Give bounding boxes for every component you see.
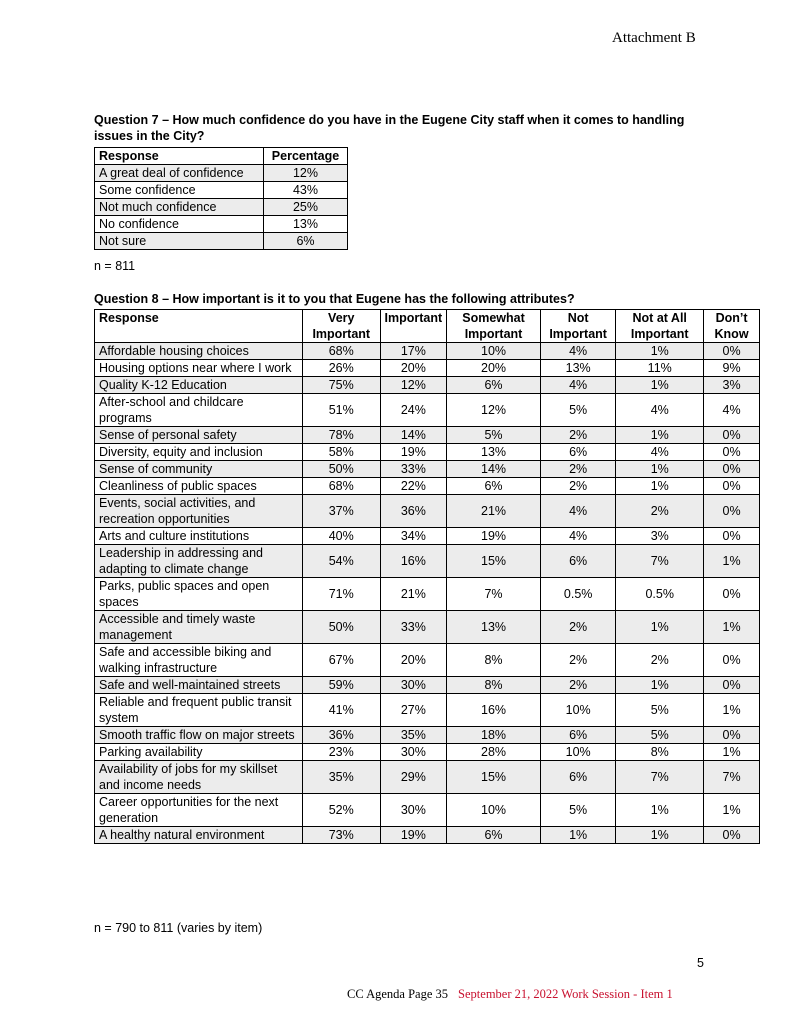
attribute-label-cell: Events, social activities, and recreation opportunities: [95, 495, 303, 528]
percentage-cell: 12%: [264, 165, 348, 182]
percentage-cell: 6%: [540, 727, 615, 744]
footer-agenda-page: CC Agenda Page 35: [347, 987, 449, 1001]
response-cell: A great deal of confidence: [95, 165, 264, 182]
percentage-cell: 15%: [447, 545, 541, 578]
table-row: [95, 794, 760, 827]
column-header-dont-know: Don’t Know: [704, 310, 760, 343]
percentage-cell: 14%: [447, 461, 541, 478]
percentage-cell: 52%: [303, 794, 381, 827]
table-row: [95, 744, 760, 761]
percentage-cell: 13%: [447, 444, 541, 461]
percentage-cell: 11%: [616, 360, 704, 377]
column-header-very-important: Very Important: [303, 310, 381, 343]
percentage-cell: 0%: [704, 578, 760, 611]
percentage-cell: 0%: [704, 343, 760, 360]
percentage-cell: 1%: [616, 677, 704, 694]
attribute-label-cell: Safe and well-maintained streets: [95, 677, 303, 694]
percentage-cell: 1%: [616, 461, 704, 478]
percentage-cell: 2%: [540, 611, 615, 644]
table-row: [95, 199, 348, 216]
percentage-cell: 68%: [303, 478, 381, 495]
percentage-cell: 23%: [303, 744, 381, 761]
table-row: [95, 727, 760, 744]
percentage-cell: 24%: [380, 394, 447, 427]
attribute-label-cell: After-school and childcare programs: [95, 394, 303, 427]
percentage-cell: 1%: [704, 694, 760, 727]
attribute-label-cell: Accessible and timely waste management: [95, 611, 303, 644]
percentage-cell: 1%: [616, 343, 704, 360]
percentage-cell: 13%: [447, 611, 541, 644]
response-cell: Not sure: [95, 233, 264, 250]
attribute-label-cell: A healthy natural environment: [95, 827, 303, 844]
column-header-somewhat-important: Somewhat Important: [447, 310, 541, 343]
table-row: [95, 611, 760, 644]
percentage-cell: 1%: [704, 545, 760, 578]
percentage-cell: 30%: [380, 744, 447, 761]
question-8-sample-size: n = 790 to 811 (varies by item): [94, 921, 263, 935]
page-number: 5: [697, 956, 704, 970]
response-cell: Not much confidence: [95, 199, 264, 216]
attribute-label-cell: Parking availability: [95, 744, 303, 761]
percentage-cell: 1%: [704, 794, 760, 827]
percentage-cell: 2%: [616, 495, 704, 528]
percentage-cell: 10%: [447, 343, 541, 360]
percentage-cell: 30%: [380, 794, 447, 827]
percentage-cell: 12%: [447, 394, 541, 427]
table-row: [95, 528, 760, 545]
percentage-cell: 0%: [704, 528, 760, 545]
percentage-cell: 5%: [540, 394, 615, 427]
percentage-cell: 20%: [380, 644, 447, 677]
column-header-response: Response: [95, 310, 303, 343]
question-7-sample-size: n = 811: [94, 259, 136, 273]
column-header-important: Important: [380, 310, 447, 343]
percentage-cell: 17%: [380, 343, 447, 360]
percentage-cell: 40%: [303, 528, 381, 545]
percentage-cell: 6%: [540, 761, 615, 794]
table-row: [95, 578, 760, 611]
percentage-cell: 6%: [264, 233, 348, 250]
percentage-cell: 50%: [303, 461, 381, 478]
percentage-cell: 19%: [447, 528, 541, 545]
attribute-label-cell: Leadership in addressing and adapting to climate change: [95, 545, 303, 578]
percentage-cell: 6%: [540, 444, 615, 461]
table-row: [95, 343, 760, 360]
percentage-cell: 67%: [303, 644, 381, 677]
percentage-cell: 4%: [616, 444, 704, 461]
percentage-cell: 0%: [704, 644, 760, 677]
attribute-label-cell: Parks, public spaces and open spaces: [95, 578, 303, 611]
percentage-cell: 0.5%: [616, 578, 704, 611]
percentage-cell: 10%: [447, 794, 541, 827]
percentage-cell: 34%: [380, 528, 447, 545]
percentage-cell: 2%: [540, 427, 615, 444]
percentage-cell: 0%: [704, 827, 760, 844]
percentage-cell: 41%: [303, 694, 381, 727]
attribute-label-cell: Availability of jobs for my skillset and income needs: [95, 761, 303, 794]
percentage-cell: 9%: [704, 360, 760, 377]
table-row: [95, 377, 760, 394]
percentage-cell: 37%: [303, 495, 381, 528]
percentage-cell: 5%: [540, 794, 615, 827]
percentage-cell: 6%: [447, 827, 541, 844]
percentage-cell: 4%: [704, 394, 760, 427]
column-header-percentage: Percentage: [264, 148, 348, 165]
attribute-label-cell: Safe and accessible biking and walking infrastructure: [95, 644, 303, 677]
percentage-cell: 4%: [540, 528, 615, 545]
percentage-cell: 3%: [704, 377, 760, 394]
table-row: [95, 394, 760, 427]
percentage-cell: 35%: [303, 761, 381, 794]
percentage-cell: 6%: [447, 478, 541, 495]
column-header-not-important: Not Important: [540, 310, 615, 343]
percentage-cell: 0%: [704, 727, 760, 744]
percentage-cell: 2%: [616, 644, 704, 677]
percentage-cell: 15%: [447, 761, 541, 794]
percentage-cell: 1%: [616, 794, 704, 827]
table-row: [95, 545, 760, 578]
table-row: [95, 694, 760, 727]
percentage-cell: 58%: [303, 444, 381, 461]
table-row: [95, 761, 760, 794]
percentage-cell: 20%: [447, 360, 541, 377]
percentage-cell: 78%: [303, 427, 381, 444]
percentage-cell: 1%: [704, 744, 760, 761]
attribute-label-cell: Diversity, equity and inclusion: [95, 444, 303, 461]
table-row: [95, 216, 348, 233]
percentage-cell: 73%: [303, 827, 381, 844]
percentage-cell: 16%: [380, 545, 447, 578]
attribute-label-cell: Quality K-12 Education: [95, 377, 303, 394]
table-row: [95, 165, 348, 182]
percentage-cell: 20%: [380, 360, 447, 377]
attachment-label: Attachment B: [612, 30, 696, 46]
percentage-cell: 10%: [540, 694, 615, 727]
percentage-cell: 19%: [380, 444, 447, 461]
column-header-response: Response: [95, 148, 264, 165]
attribute-label-cell: Cleanliness of public spaces: [95, 478, 303, 495]
percentage-cell: 7%: [616, 761, 704, 794]
table-row: [95, 644, 760, 677]
percentage-cell: 3%: [616, 528, 704, 545]
percentage-cell: 8%: [616, 744, 704, 761]
percentage-cell: 27%: [380, 694, 447, 727]
percentage-cell: 26%: [303, 360, 381, 377]
table-header-row: [95, 310, 760, 343]
percentage-cell: 1%: [540, 827, 615, 844]
percentage-cell: 8%: [447, 677, 541, 694]
table-row: [95, 444, 760, 461]
attribute-label-cell: Arts and culture institutions: [95, 528, 303, 545]
percentage-cell: 22%: [380, 478, 447, 495]
question-8-table: [94, 309, 760, 844]
percentage-cell: 6%: [447, 377, 541, 394]
table-row: [95, 427, 760, 444]
percentage-cell: 2%: [540, 478, 615, 495]
percentage-cell: 4%: [540, 495, 615, 528]
percentage-cell: 4%: [540, 343, 615, 360]
percentage-cell: 5%: [447, 427, 541, 444]
percentage-cell: 16%: [447, 694, 541, 727]
percentage-cell: 0%: [704, 478, 760, 495]
percentage-cell: 36%: [380, 495, 447, 528]
percentage-cell: 6%: [540, 545, 615, 578]
percentage-cell: 59%: [303, 677, 381, 694]
question-8-title: Question 8 – How important is it to you that Eugene has the following attributes?: [94, 292, 575, 306]
percentage-cell: 10%: [540, 744, 615, 761]
percentage-cell: 43%: [264, 182, 348, 199]
percentage-cell: 35%: [380, 727, 447, 744]
percentage-cell: 1%: [616, 478, 704, 495]
percentage-cell: 33%: [380, 611, 447, 644]
attribute-label-cell: Career opportunities for the next generation: [95, 794, 303, 827]
table-row: [95, 478, 760, 495]
response-cell: Some confidence: [95, 182, 264, 199]
percentage-cell: 28%: [447, 744, 541, 761]
table-row: [95, 677, 760, 694]
percentage-cell: 0%: [704, 677, 760, 694]
percentage-cell: 0%: [704, 444, 760, 461]
percentage-cell: 54%: [303, 545, 381, 578]
attribute-label-cell: Reliable and frequent public transit system: [95, 694, 303, 727]
percentage-cell: 19%: [380, 827, 447, 844]
table-row: [95, 233, 348, 250]
percentage-cell: 0%: [704, 495, 760, 528]
table-row: [95, 461, 760, 478]
percentage-cell: 50%: [303, 611, 381, 644]
percentage-cell: 0%: [704, 461, 760, 478]
attribute-label-cell: Sense of community: [95, 461, 303, 478]
percentage-cell: 4%: [540, 377, 615, 394]
percentage-cell: 0%: [704, 427, 760, 444]
percentage-cell: 2%: [540, 677, 615, 694]
percentage-cell: 1%: [616, 377, 704, 394]
percentage-cell: 7%: [616, 545, 704, 578]
percentage-cell: 1%: [616, 611, 704, 644]
percentage-cell: 75%: [303, 377, 381, 394]
percentage-cell: 8%: [447, 644, 541, 677]
table-header-row: [95, 148, 348, 165]
question-7-title: Question 7 – How much confidence do you have in the Eugene City staff when it comes to handling issues in the City?: [94, 113, 685, 143]
percentage-cell: 33%: [380, 461, 447, 478]
percentage-cell: 14%: [380, 427, 447, 444]
percentage-cell: 7%: [704, 761, 760, 794]
percentage-cell: 1%: [704, 611, 760, 644]
percentage-cell: 30%: [380, 677, 447, 694]
percentage-cell: 4%: [616, 394, 704, 427]
question-8-table-body: [95, 343, 760, 844]
percentage-cell: 13%: [540, 360, 615, 377]
percentage-cell: 5%: [616, 727, 704, 744]
footer: [347, 987, 673, 1002]
attribute-label-cell: Affordable housing choices: [95, 343, 303, 360]
percentage-cell: 2%: [540, 644, 615, 677]
table-row: [95, 495, 760, 528]
footer-session: September 21, 2022 Work Session - Item 1: [458, 987, 673, 1001]
percentage-cell: 7%: [447, 578, 541, 611]
percentage-cell: 2%: [540, 461, 615, 478]
percentage-cell: 13%: [264, 216, 348, 233]
percentage-cell: 36%: [303, 727, 381, 744]
percentage-cell: 29%: [380, 761, 447, 794]
percentage-cell: 1%: [616, 427, 704, 444]
question-7-table: [94, 147, 348, 250]
percentage-cell: 71%: [303, 578, 381, 611]
percentage-cell: 68%: [303, 343, 381, 360]
attribute-label-cell: Housing options near where I work: [95, 360, 303, 377]
percentage-cell: 51%: [303, 394, 381, 427]
table-row: [95, 827, 760, 844]
response-cell: No confidence: [95, 216, 264, 233]
percentage-cell: 12%: [380, 377, 447, 394]
percentage-cell: 21%: [447, 495, 541, 528]
percentage-cell: 21%: [380, 578, 447, 611]
attribute-label-cell: Smooth traffic flow on major streets: [95, 727, 303, 744]
percentage-cell: 5%: [616, 694, 704, 727]
table-row: [95, 182, 348, 199]
percentage-cell: 18%: [447, 727, 541, 744]
percentage-cell: 0.5%: [540, 578, 615, 611]
percentage-cell: 1%: [616, 827, 704, 844]
attribute-label-cell: Sense of personal safety: [95, 427, 303, 444]
table-row: [95, 360, 760, 377]
percentage-cell: 25%: [264, 199, 348, 216]
column-header-not-at-all-important: Not at All Important: [616, 310, 704, 343]
